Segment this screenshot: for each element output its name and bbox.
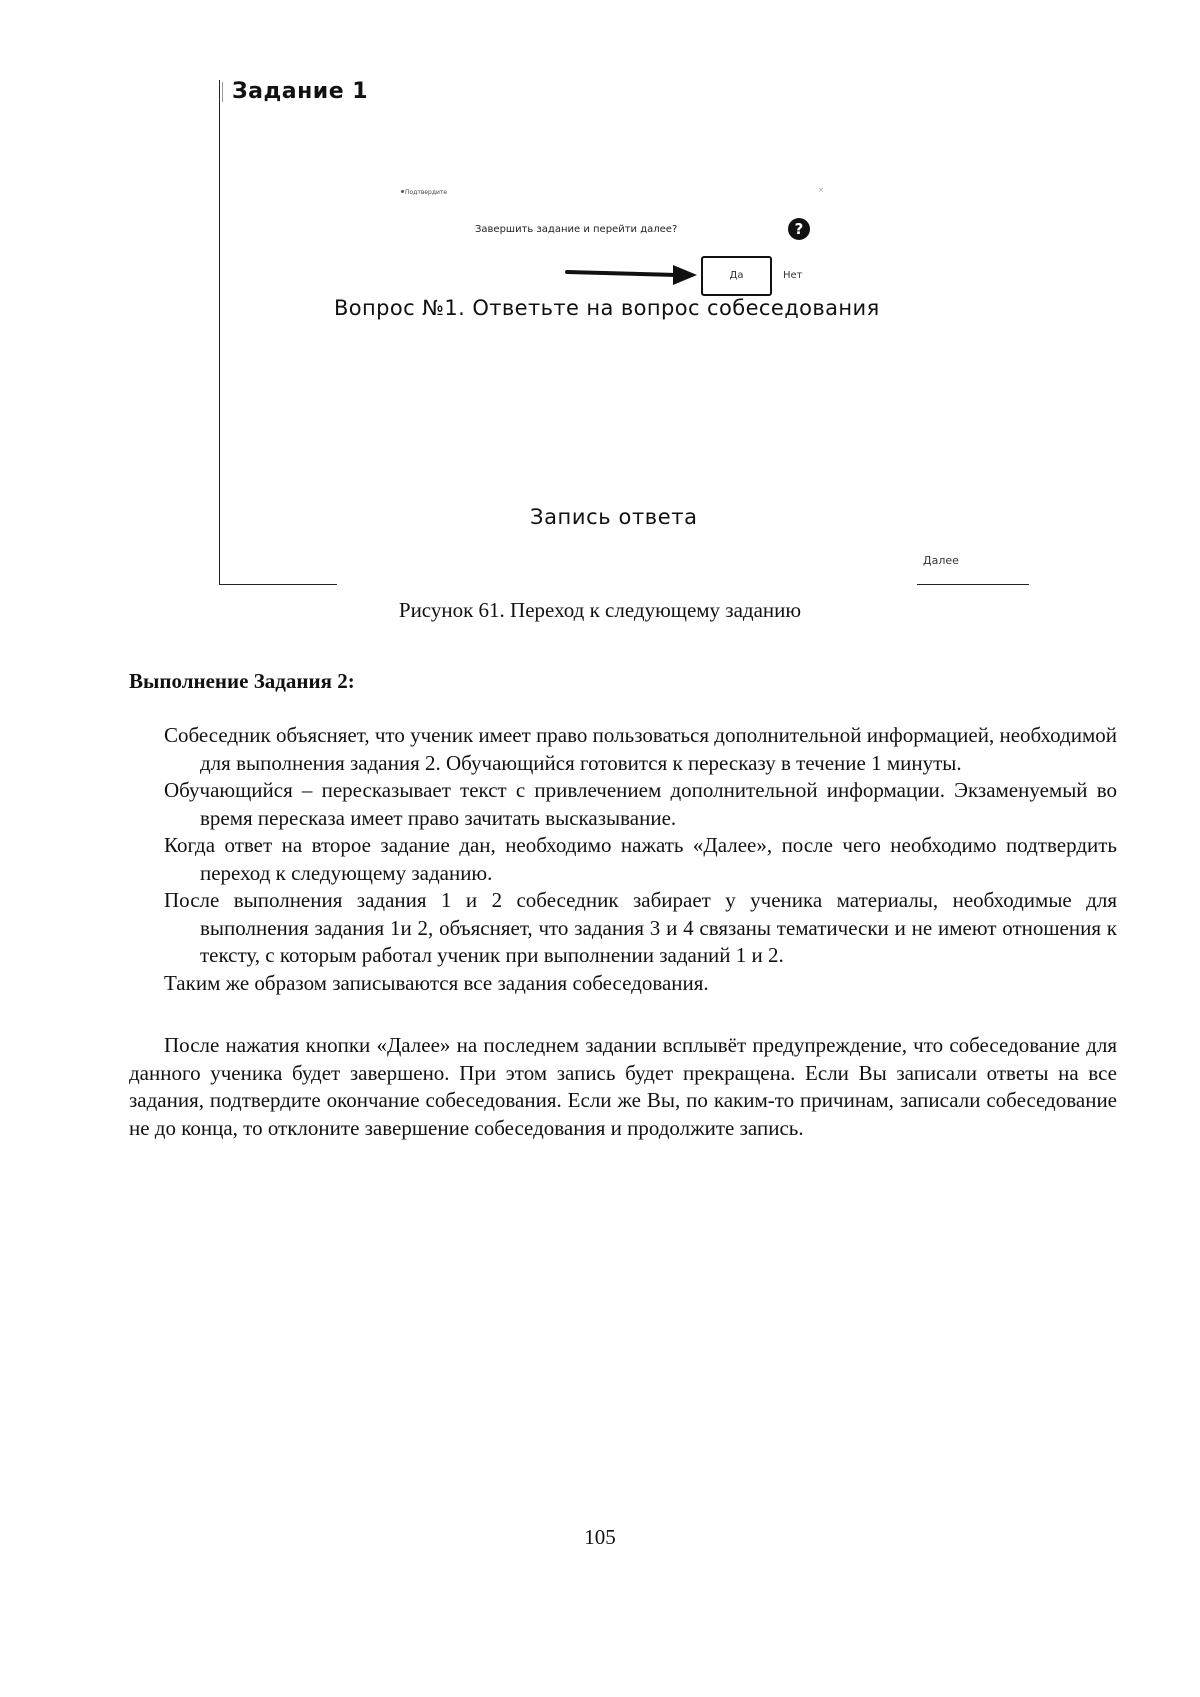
list-item: Собеседник объясняет, что ученик имеет право пользоваться дополнительной информацией, необходимой для выполнения задания 2. Обучающийся готовится к пересказу в течение 1 минуты. (164, 723, 1117, 775)
figure-caption: Рисунок 61. Переход к следующему заданию (398, 598, 802, 622)
dialog-question: Завершить задание и перейти далее? (475, 224, 678, 235)
help-icon[interactable]: ? (788, 218, 810, 240)
dialog-bullet-icon (401, 190, 404, 193)
pointer-arrow-icon (565, 262, 697, 286)
window-frame-bottom-border (219, 584, 337, 585)
page-number: 105 (584, 1525, 616, 1549)
dialog-close-icon[interactable]: × (818, 186, 824, 194)
no-button[interactable]: Нет (783, 270, 803, 281)
next-button[interactable]: Далее (923, 554, 959, 567)
next-button-underline (917, 584, 1029, 585)
list-item: Обучающийся – пересказывает текст с привлечением дополнительной информации. Экзаменуемый во время пересказа имеет право зачитать высказывание. (164, 778, 1117, 830)
list-item: После выполнения задания 1 и 2 собеседник забирает у ученика материалы, необходимые для выполнения задания 1и 2, объясняет, что задания 3 и 4 связаны тематически и не имеют отношения к тексту, с которым работал ученик при выполнении заданий 1 и 2. (164, 888, 1117, 967)
task-title: Задание 1 (232, 79, 369, 104)
yes-button[interactable]: Да (701, 256, 772, 296)
list-item: Когда ответ на второе задание дан, необходимо нажать «Далее», после чего необходимо подтвердить переход к следующему заданию. (164, 833, 1117, 885)
text-cursor (222, 82, 223, 102)
record-answer-label: Запись ответа (530, 505, 698, 529)
list-item: Таким же образом записываются все задания собеседования. (164, 970, 709, 995)
window-frame-left-border (219, 80, 220, 585)
section-heading: Выполнение Задания 2: (129, 669, 355, 693)
instruction-list (164, 722, 1117, 997)
body-paragraph: После нажатия кнопки «Далее» на последнем задании всплывёт предупреждение, что собеседование для данного ученика будет завершено. При этом запись будет прекращена. Если Вы записали ответы на все задания, подтвердите окончание собеседования. Если же Вы, по каким-то причинам, записали собеседование не до конца, то отклоните завершение собеседования и продолжите запись. (129, 1033, 1117, 1140)
dialog-caption: Подтвердите (405, 189, 448, 196)
figure-screenshot (0, 0, 1200, 600)
question-text: Вопрос №1. Ответьте на вопрос собеседования (334, 296, 880, 320)
